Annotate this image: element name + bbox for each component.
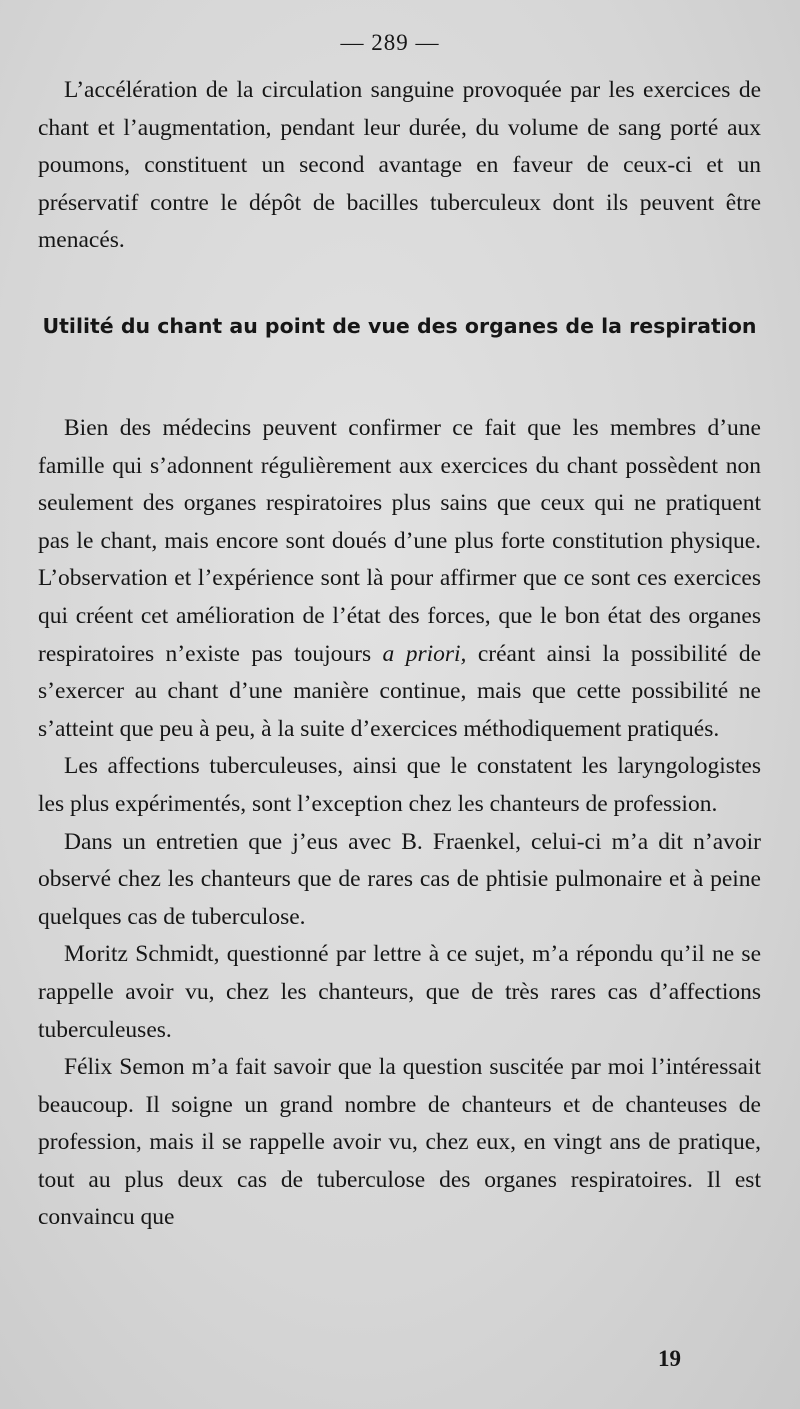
section-body xyxy=(38,410,761,1237)
paragraph-medecins-tail: créant ainsi la possibilité de s’exercer au chant d’une manière continue, mais que cette possibilité ne s’atteint que peu à peu, à la suite d’exercices méthodiquement pratiqués. xyxy=(38,640,762,742)
paragraph-medecins-text: Bien des médecins peuvent confirmer ce fait que les membres d’une famille qui s’adonnent régulièrement aux exercices du chant possèdent non seulement des organes respiratoires plus sains que ceux qui ne pratiquent pas le chant, mais encore sont doués d’une plus forte constitution physique. L’observation et l’expérience sont là pour affirmer que ce sont ces exercices qui créent cet amélioration de l’état des forces, que le bon état des organes respiratoires n’existe pas toujours xyxy=(38,415,761,667)
intro-paragraph: L’accélération de la circulation sanguine provoquée par les exercices de chant et l’augmentation, pendant leur durée, du volume de sang porté aux poumons, constituent un second avantage en faveur de ceux-ci et un préservatif contre le dépôt de bacilles tuberculeux dont ils peuvent être menacés. xyxy=(38,77,761,254)
paragraph-medecins xyxy=(38,410,761,748)
paragraph-schmidt: Moritz Schmidt, questionné par lettre à ce sujet, m’a répondu qu’il ne se rappelle avoir vu, chez les chanteurs, que de très rares cas d’affections tuberculeuses. xyxy=(38,941,761,1043)
paragraph-semon: Félix Semon m’a fait savoir que la question suscitée par moi l’intéressait beaucoup. Il soigne un grand nombre de chanteurs et de chanteuses de profession, mais il se rappelle avoir vu, chez eux, en vingt ans de pratique, tout au plus deux cas de tuberculose des organes respiratoires. Il est convaincu que xyxy=(38,1054,761,1231)
page-number: — 289 — xyxy=(340,30,440,55)
paragraph-fraenkel: Dans un entretien que j’eus avec B. Fraenkel, celui-ci m’a dit n’avoir observé chez les chanteurs que de rares cas de phtisie pulmonaire et à peine quelques cas de tuberculose. xyxy=(38,828,761,930)
signature-mark: 19 xyxy=(658,1346,681,1371)
section-heading: Utilité du chant au point de vue des organes de la respiration xyxy=(42,314,757,338)
paragraph-affections: Les affections tuberculeuses, ainsi que le constatent les laryngologistes les plus expérimentés, sont l’exception chez les chanteurs de profession. xyxy=(38,753,761,817)
italic-a-priori: a priori, xyxy=(382,640,467,667)
intro-text xyxy=(38,72,761,260)
